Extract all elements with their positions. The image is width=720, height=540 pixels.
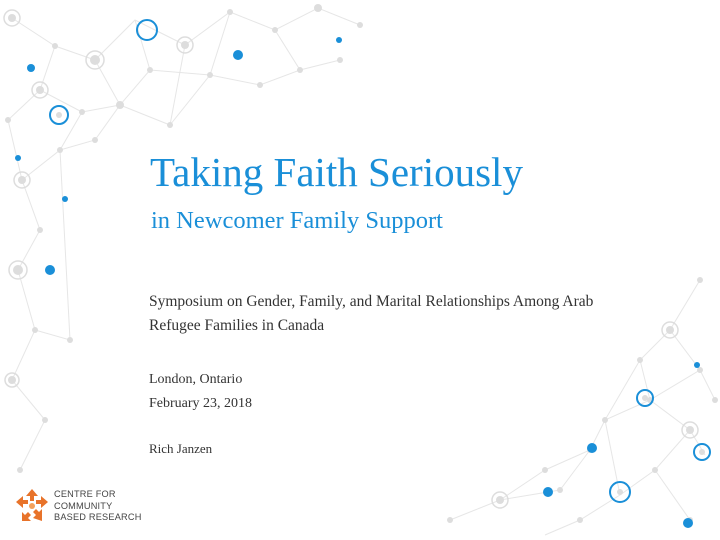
network-rings — [4, 10, 698, 508]
event-details — [149, 368, 252, 416]
slide-title: Taking Faith Seriously — [150, 149, 523, 195]
network-blue-dots — [15, 37, 700, 528]
network-blue-rings — [50, 20, 710, 502]
event-date: February 23, 2018 — [149, 396, 253, 411]
network-nodes — [5, 4, 718, 523]
logo-line-1: CENTRE FOR — [54, 489, 116, 499]
event-name — [149, 290, 593, 338]
logo-line-3: BASED RESEARCH — [54, 512, 142, 522]
cbr-logo-icon — [14, 487, 50, 525]
event-line-1: Symposium on Gender, Family, and Marital Relationships Among Arab — [149, 293, 594, 310]
event-line-2: Refugee Families in Canada — [149, 317, 325, 334]
event-location: London, Ontario — [149, 372, 243, 387]
logo-line-2: COMMUNITY — [54, 500, 113, 511]
cbr-logo-text — [54, 489, 142, 524]
cbr-logo — [14, 487, 144, 527]
slide-subtitle: in Newcomer Family Support — [151, 207, 443, 234]
presenter-name: Rich Janzen — [149, 441, 213, 456]
